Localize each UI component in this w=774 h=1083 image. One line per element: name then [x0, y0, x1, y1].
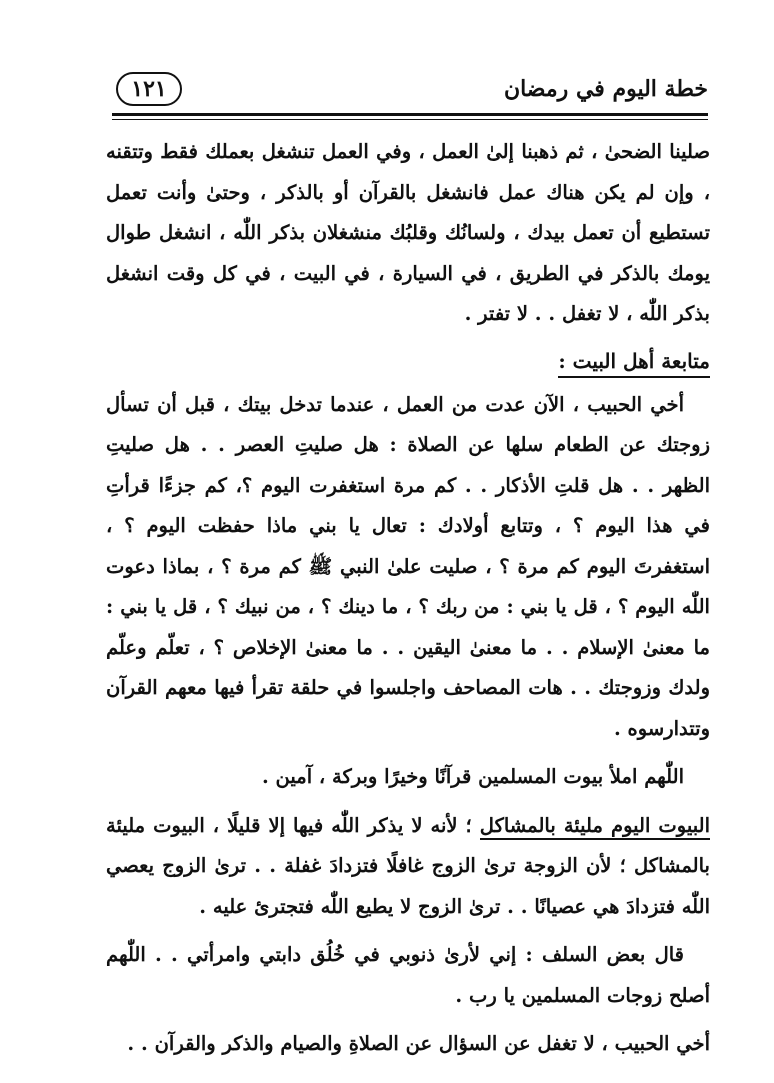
section-heading — [106, 341, 710, 381]
text-line: المصاحف واجلسوا في حلقة تقرأ فيها معهم القرآن وتتدارسوه . — [106, 676, 710, 740]
text-line: بالذكر في الطريق ، في السيارة ، في البيت ، في كل وقت انشغل بذكر اللّٰه ، — [106, 261, 710, 325]
paragraph-morning-work — [106, 132, 710, 335]
text-line: اللّٰهم املأ بيوت المسلمين قرآنًا وخيرًا وبركة ، آمين . — [261, 765, 684, 788]
underlined-phrase: البيوت اليوم مليئة بالمشاكل — [480, 814, 710, 840]
text-line: يعصي اللّٰه فتزدادَ هي عصيانًا . . ترىٰ الزوج لا يطيع اللّٰه فتجترئ عليه . — [106, 854, 710, 918]
page-header — [108, 72, 708, 118]
text-line: ؛ لأنه لا يذكر اللّٰه فيها إلا قليلًا ، البيوت مليئة — [106, 813, 480, 837]
text-line: زوجتك عن الطعام سلها عن الصلاة : هل صليتِ العصر . . هل صليتِ — [106, 433, 710, 456]
text-line: بالمشاكل ؛ لأن الزوجة ترىٰ الزوج غافلًا فتزدادَ غفلة . . ترىٰ الزوج — [162, 854, 710, 877]
header-rule-thin — [112, 119, 708, 120]
text-line: يا بني : من ربك ؟ ، ما دينك ؟ ، من نبيك ؟ ، قل يا بني : ما معنىٰ الإسلام . . — [106, 595, 710, 659]
text-line: أصلح زوجات المسلمين يا رب . — [455, 983, 710, 1007]
text-line: وإن لم يكن هناك عمل فانشغل بالقرآن أو بالذكر ، وحتىٰ وأنت تعمل تستطيع — [106, 180, 710, 244]
paragraph-salaf-quote — [106, 935, 710, 1016]
text-line: كم مرة ؟ ، صليت علىٰ النبي ﷺ كم مرة ؟ ، بماذا دعوت اللّٰه اليوم ؟ ، قل — [106, 554, 710, 618]
paragraph-prayer — [106, 757, 710, 798]
paragraph-homes-problems — [106, 806, 710, 928]
header-rule-thick — [112, 113, 708, 116]
section-heading-text: متابعة أهل البيت : — [558, 349, 710, 378]
paragraph-family-followup — [106, 385, 710, 750]
text-line: هذا اليوم ؟ ، وتتابع أولادك : تعال يا بني ماذا حفظت اليوم ؟ ، استغفرتَ اليوم — [106, 514, 710, 578]
text-line: قال بعض السلف : إني لأرىٰ ذنوبي في خُلُق دابتي وامرأتي . . اللّٰهم — [106, 943, 684, 966]
running-title: خطة اليوم في رمضان — [503, 76, 708, 102]
text-line: صلينا الضحىٰ ، ثم ذهبنا إلىٰ العمل ، وفي العمل تنشغل بعملك فقط وتتقنه ، — [106, 140, 710, 204]
paragraph-closing — [106, 1024, 710, 1065]
text-line: أخي الحبيب ، لا تغفل عن السؤال عن الصلاةِ والصيام والذكر والقرآن . . — [127, 1032, 710, 1055]
text-line: أخي الحبيب ، الآن عدت من العمل ، عندما تدخل بيتك ، قبل أن تسأل — [106, 392, 684, 416]
text-line: ما معنىٰ اليقين . . ما معنىٰ الإخلاص ؟ ، تعلّم وعلّم ولدك وزوجتك . . هات — [106, 635, 710, 699]
body-text — [106, 132, 710, 1065]
page-number-badge: ١٢١ — [116, 72, 182, 106]
text-line: الظهر . . هل قلتِ الأذكار . . كم مرة استغفرت اليوم ؟، كم جزءًا قرأتِ في — [106, 473, 710, 537]
text-line: لا تغفل . . لا تفتر . — [464, 302, 620, 325]
text-line: أن تعمل بيدك ، ولسانُك وقلبُك منشغلان بذكر اللّٰه ، انشغل طوال يومك — [106, 221, 711, 285]
